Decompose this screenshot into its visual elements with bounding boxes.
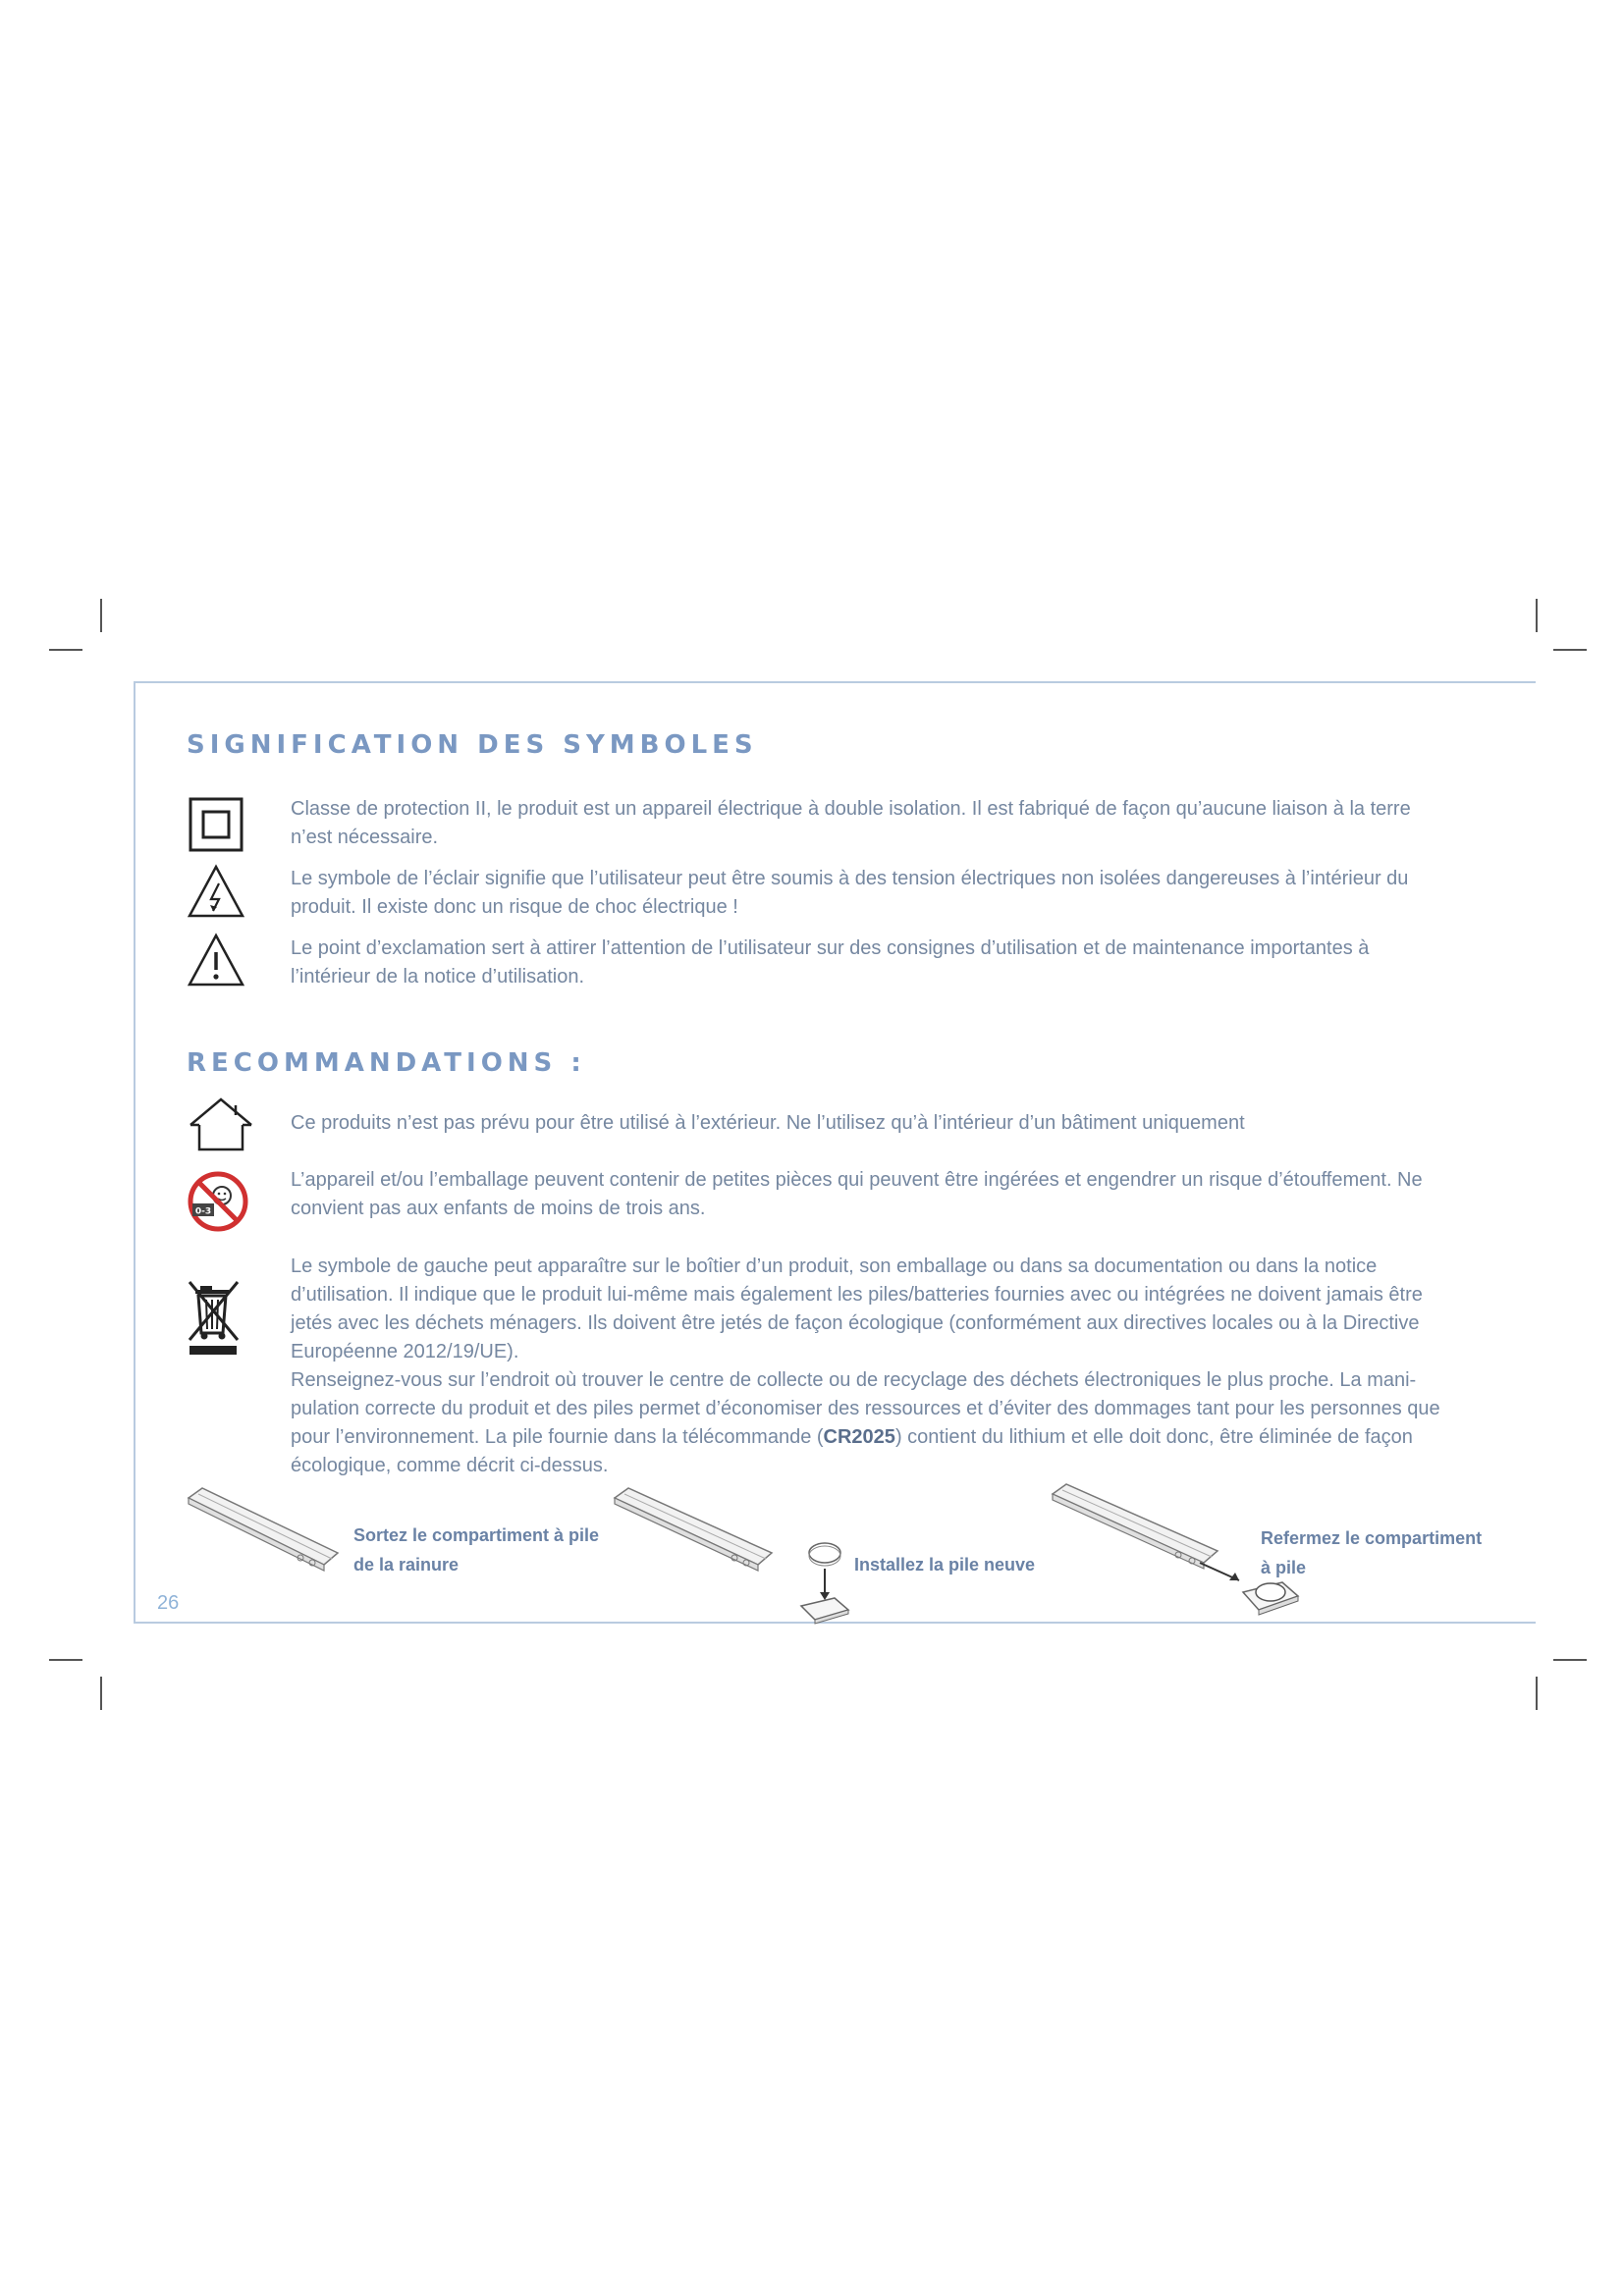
crop-mark xyxy=(100,1677,102,1710)
battery-step-2-caption: Installez la pile neuve xyxy=(854,1555,1036,1575)
crop-mark xyxy=(1536,599,1538,632)
battery-model: CR2025 xyxy=(823,1426,895,1448)
page-number: 26 xyxy=(157,1592,180,1614)
symbols-heading: SIGNIFICATION DES SYMBOLES xyxy=(187,730,758,760)
crossed-bin-icon xyxy=(187,1278,242,1357)
crop-mark xyxy=(49,1659,82,1661)
recommendation-text-recycling: Renseignez-vous sur l’endroit où trouver le centre de collecte ou de recyclage des déchets électroniques le plus proche. La mani-pulation correcte du produit et des piles permet d’économiser des ressources et d’éviter des dommages tant pour les personnes que pour l’environnement. La pile fournie dans la télécommande (CR2025) contient du lithium et elle doit donc, être éliminée de façon écologique, comme décrit ci-dessus. xyxy=(291,1369,1440,1476)
battery-step-3-caption: Refermez le compartiment à pile xyxy=(1261,1528,1483,1577)
battery-tray-with-coin-cell-illustration xyxy=(795,1541,854,1626)
symbol-text-exclamation: Le point d’exclamation sert à attirer l’attention de l’utilisateur sur des consignes d’utilisation et de maintenance importantes à l’intérieur de la notice d’utilisation. xyxy=(291,937,1370,988)
recommendations-heading: RECOMMANDATIONS : xyxy=(187,1048,586,1078)
symbol-text-lightning: Le symbole de l’éclair signifie que l’utilisateur peut être soumis à des tension électriques non isolées dangereuses à l’intérieur du produit. Il existe donc un risque de choc électrique ! xyxy=(291,868,1409,918)
house-icon xyxy=(187,1095,255,1152)
exclamation-warning-icon xyxy=(187,933,245,988)
recommendation-text-small-parts: L’appareil et/ou l’emballage peuvent contenir de petites pièces qui peuvent être ingérées et engendrer un risque d’étouffement. Ne convient pas aux enfants de moins de trois ans. xyxy=(291,1169,1423,1219)
crop-mark xyxy=(1553,1659,1587,1661)
recommendation-text-indoor: Ce produits n’est pas prévu pour être utilisé à l’extérieur. Ne l’utilisez qu’à l’intérieur d’un bâtiment uniquement xyxy=(291,1112,1245,1134)
symbol-text-double-insulation: Classe de protection II, le produit est un appareil électrique à double isolation. Il est fabriqué de façon qu’aucune liaison à la terre n’est nécessaire. xyxy=(291,798,1411,848)
no-children-0-3-icon xyxy=(187,1170,249,1233)
double-insulation-icon xyxy=(189,797,244,852)
battery-step-1-caption: Sortez le compartiment à pile de la rainure xyxy=(353,1525,600,1575)
age-badge: 0-3 xyxy=(194,1206,212,1217)
remote-control-step1-illustration xyxy=(185,1482,342,1573)
lightning-warning-icon xyxy=(187,864,245,919)
recommendation-text-weee: Le symbole de gauche peut apparaître sur le boîtier d’un produit, son emballage ou dans sa documentation ou dans la notice d’utilisation. Il indique que le produit lui-même mais également les piles/batteries fournies avec ou intégrées ne doivent jamais être jetés avec les déchets ménagers. Ils doivent être jetés de façon écologique (conformément aux directives locales ou à la Directive Européenne 2012/19/UE). xyxy=(291,1255,1423,1362)
crop-mark xyxy=(49,649,82,651)
remote-control-step2-illustration xyxy=(611,1482,778,1573)
crop-mark xyxy=(100,599,102,632)
crop-mark xyxy=(1536,1677,1538,1710)
crop-mark xyxy=(1553,649,1587,651)
